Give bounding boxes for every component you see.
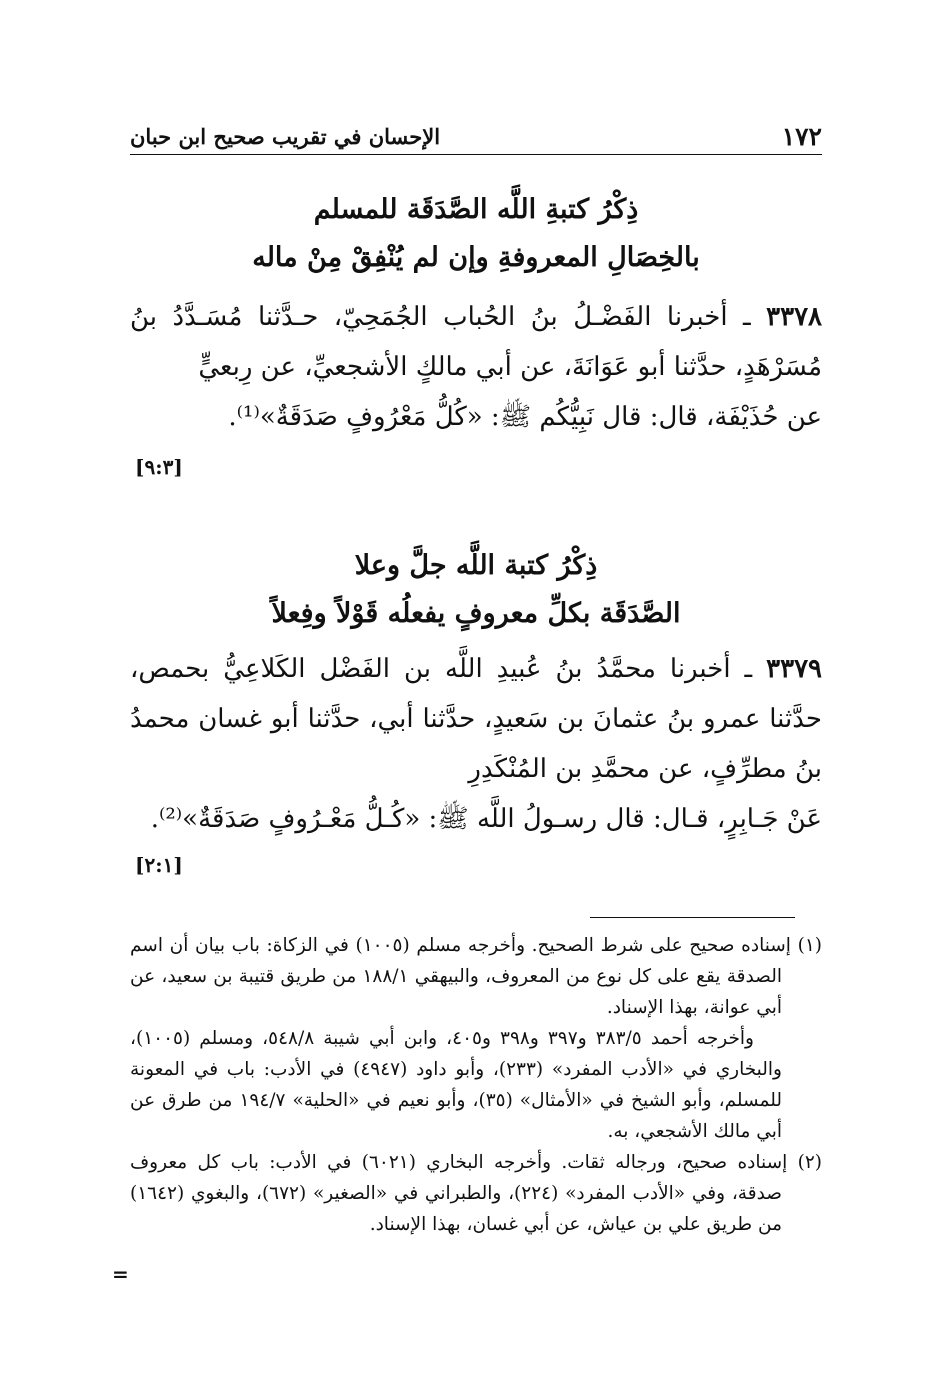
footnote-separator xyxy=(590,917,795,918)
footnote-text: إسناده صحيح، ورجاله ثقات. وأخرجه البخاري (٦٠٢١) في الأدب: باب كل معروف صدقة، وفي «الأدب المفرد» (٢٢٤)، والطبراني في «الصغير» (٦٧٢)، والبغوي (١٦٤٢) من طريق علي بن عياش، عن أبي غسان، بهذا الإسناد. xyxy=(130,1152,788,1235)
hadith-reference: [٩:٣] xyxy=(135,455,183,479)
footnote-1 xyxy=(130,930,822,1023)
chapter-title-line: ذِكْرُ كتبة اللَّه جلَّ وعلا xyxy=(354,550,598,581)
hadith-1 xyxy=(130,292,822,442)
hadith-number: ٣٣٧٩ xyxy=(766,654,823,684)
hadith-reference: [٢:١] xyxy=(135,853,183,877)
footnote-label: (٢) xyxy=(797,1152,822,1173)
running-title: الإحسان في تقريب صحيح ابن حبان xyxy=(130,124,441,149)
hadith-isnad: ـ أخبرنا محمَّدُ بنُ عُبيدِ اللَّه بن الفَضْل الكَلاعِيُّ بحمص، حدَّثنا عمرو بنُ عثمانَ بن سَعيدٍ، حدَّثنا أبي، حدَّثنا أبو غسان محمدُ بنُ مطرِّفٍ، عن محمَّدِ بن المُنْكَدِرِ xyxy=(130,654,822,784)
hadith-isnad: ـ أخبرنا الفَضْـلُ بنُ الحُباب الجُمَحِيّ، حـدَّثنا مُسَـدَّدُ بنُ مُسَرْهَدٍ، حدَّثنا أبو عَوَانَةَ، عن أبي مالكٍ الأشجعيِّ، عن رِبعيٍّ xyxy=(130,302,822,382)
footnote-text: إسناده صحيح على شرط الصحيح. وأخرجه مسلم (١٠٠٥) في الزكاة: باب بيان أن اسم الصدقة يقع على كل نوع من المعروف، والبيهقي ١٨٨/١ من طريق قتيبة بن سعيد، عن أبي عوانة، بهذا الإسناد. xyxy=(130,935,791,1018)
hadith-matn: عَنْ جَـابِرٍ، قـال: قال رسـولُ اللَّه ﷺ: «كُـلُّ مَعْـرُوفٍ صَدَقَةٌ»⁽²⁾. xyxy=(150,804,822,834)
footnote-label: (١) xyxy=(797,935,822,956)
chapter-title-line: الصَّدَقَة بكلِّ معروفٍ يفعلُه قَوْلاً وفِعلاً xyxy=(271,598,681,629)
footnote-2 xyxy=(130,1147,822,1240)
chapter-title-line: ذِكْرُ كتبةِ اللَّه الصَّدَقَة للمسلم xyxy=(313,194,639,225)
footnote-1-continued: وأخرجه أحمد ٣٨٣/٥ و٣٩٧ و٣٩٨ و٤٠٥، وابن أبي شيبة ٥٤٨/٨، ومسلم (١٠٠٥)، والبخاري في «الأدب المفرد» (٢٣٣)، وأبو داود (٤٩٤٧) في الأدب: باب في المعونة للمسلم، وأبو الشيخ في «الأمثال» (٣٥)، وأبو نعيم في «الحلية» ١٩٤/٧ من طرق عن أبي مالك الأشجعي، به. xyxy=(130,1028,782,1142)
page-header xyxy=(130,118,822,155)
chapter-heading-1 xyxy=(130,186,822,282)
hadith-number: ٣٣٧٨ xyxy=(766,302,823,332)
continuation-mark: = xyxy=(112,1262,129,1286)
page-number: ١٧٢ xyxy=(781,122,822,151)
hadith-2 xyxy=(130,644,822,844)
hadith-matn: عن حُذَيْفَة، قال: قال نَبِيُّكُم ﷺ: «كُلُّ مَعْرُوفٍ صَدَقَةٌ»⁽¹⁾. xyxy=(228,402,822,432)
chapter-heading-2 xyxy=(130,542,822,638)
chapter-title-line: بالخِصَالِ المعروفةِ وإن لم يُنْفِقْ مِنْ ماله xyxy=(252,242,700,273)
footnotes xyxy=(130,930,822,1240)
